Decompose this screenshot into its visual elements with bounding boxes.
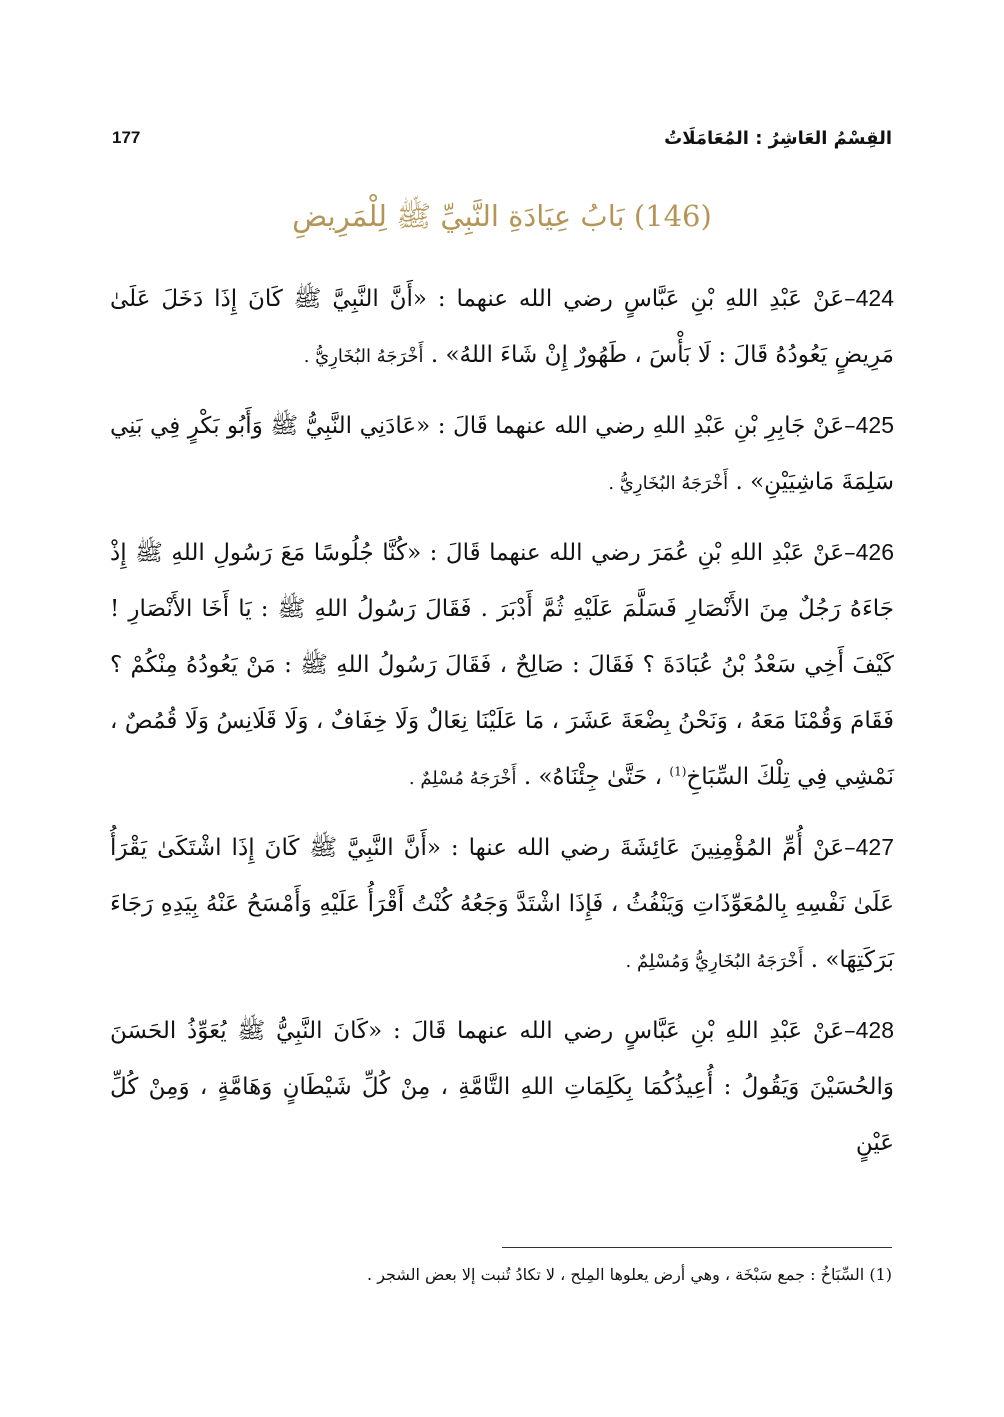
running-title: القِسْمُ العَاشِرُ : المُعَامَلَاتُ — [664, 127, 892, 149]
hadith-426 — [110, 524, 894, 807]
hadith-reference: أَخْرَجَهُ البُخَارِيُّ . — [303, 346, 424, 367]
page-header — [112, 118, 892, 158]
hadith-text: –عَنْ عَبْدِ اللهِ بْنِ عَبَّاسٍ رضي الله عنهما : «أَنَّ النَّبِيَّ ﷺ كَانَ إِذَا دَخَلَ عَلَىٰ مَرِيضٍ يَعُودُهُ قَالَ : لَا بَأْسَ ، طَهُورٌ إِنْ شَاءَ اللهُ» . — [110, 286, 894, 368]
hadith-number: 425 — [855, 412, 894, 438]
hadith-number: 427 — [855, 834, 894, 860]
footnote-divider — [502, 1247, 892, 1248]
hadith-reference: أَخْرَجَهُ البُخَارِيُّ . — [608, 473, 729, 494]
hadith-427 — [110, 819, 894, 990]
hadith-number: 428 — [855, 1017, 894, 1043]
hadith-text: –عَنْ عَبْدِ اللهِ بْنِ عَبَّاسٍ رضي الله عنهما قَالَ : «كَانَ النَّبِيُّ ﷺ يُعَوِّذُ الحَسَنَ وَالحُسَيْنَ وَيَقُولُ : أُعِيذُكُمَا بِكَلِمَاتِ اللهِ التَّامَّةِ ، مِنْ كُلِّ شَيْطَانٍ وَهَامَّةٍ ، وَمِنْ كُلِّ عَيْنٍ — [110, 1018, 894, 1156]
hadith-number: 424 — [855, 285, 894, 311]
chapter-title: (146) بَابُ عِيَادَةِ النَّبِيِّ ﷺ لِلْمَرِيضِ — [292, 199, 712, 233]
hadith-text: –عَنْ جَابِرِ بْنِ عَبْدِ اللهِ رضي الله عنهما قَالَ : «عَادَنِي النَّبِيُّ ﷺ وَأَبُو بَكْرٍ فِي بَنِي سَلِمَةَ مَاشِيَيْنِ» . — [110, 413, 894, 495]
hadith-number: 426 — [855, 539, 894, 565]
hadith-reference: أَخْرَجَهُ البُخَارِيُّ وَمُسْلِمٌ . — [625, 951, 804, 972]
hadith-424 — [110, 270, 894, 385]
hadith-425 — [110, 397, 894, 512]
footnote-marker[interactable]: (1) — [669, 764, 687, 779]
hadith-list — [110, 270, 894, 1183]
hadith-text: –عَنْ أُمِّ المُؤْمِنِينَ عَائِشَةَ رضي الله عنها : «أَنَّ النَّبِيَّ ﷺ كَانَ إِذَا اشْتَكَىٰ يَقْرَأُ عَلَىٰ نَفْسِهِ بِالمُعَوِّذَاتِ وَيَنْفُثُ ، فَإِذَا اشْتَدَّ وَجَعُهُ كُنْتُ أَقْرَأُ عَلَيْهِ وَأَمْسَحُ عَنْهُ بِيَدِهِ رَجَاءَ بَرَكَتِهَا» . — [110, 835, 894, 973]
hadith-text: –عَنْ عَبْدِ اللهِ بْنِ عُمَرَ رضي الله عنهما قَالَ : «كُنَّا جُلُوسًا مَعَ رَسُولِ اللهِ ﷺ إِذْ جَاءَهُ رَجُلٌ مِنَ الأَنْصَارِ فَسَلَّمَ عَلَيْهِ ثُمَّ أَدْبَرَ . فَقَالَ رَسُولُ اللهِ ﷺ : يَا أَخَا الأَنْصَارِ ! كَيْفَ أَخِي سَعْدُ بْنُ عُبَادَةَ ؟ فَقَالَ : صَالِحٌ ، فَقَالَ رَسُولُ اللهِ ﷺ : مَنْ يَعُودُهُ مِنْكُمْ ؟ فَقَامَ وَقُمْنَا مَعَهُ ، وَنَحْنُ بِضْعَةَ عَشَرَ ، مَا عَلَيْنَا نِعَالٌ وَلَا خِفَافٌ ، وَلَا قَلَانِسُ وَلَا قُمُصٌ ، نَمْشِي فِي تِلْكَ السِّبَاخِ — [110, 540, 894, 790]
footnote: (1) السِّبَاخُ : جمع سَبْخَة ، وهي أرض يعلوها المِلح ، لا تكادُ تُنبت إلا بعض الشجر . — [367, 1265, 892, 1284]
page-number: 177 — [112, 128, 141, 147]
hadith-reference: أَخْرَجَهُ مُسْلِمٌ . — [408, 768, 517, 789]
hadith-428 — [110, 1002, 894, 1171]
hadith-text-continued: ، حَتَّىٰ جِئْنَاهُ» . — [523, 764, 663, 790]
